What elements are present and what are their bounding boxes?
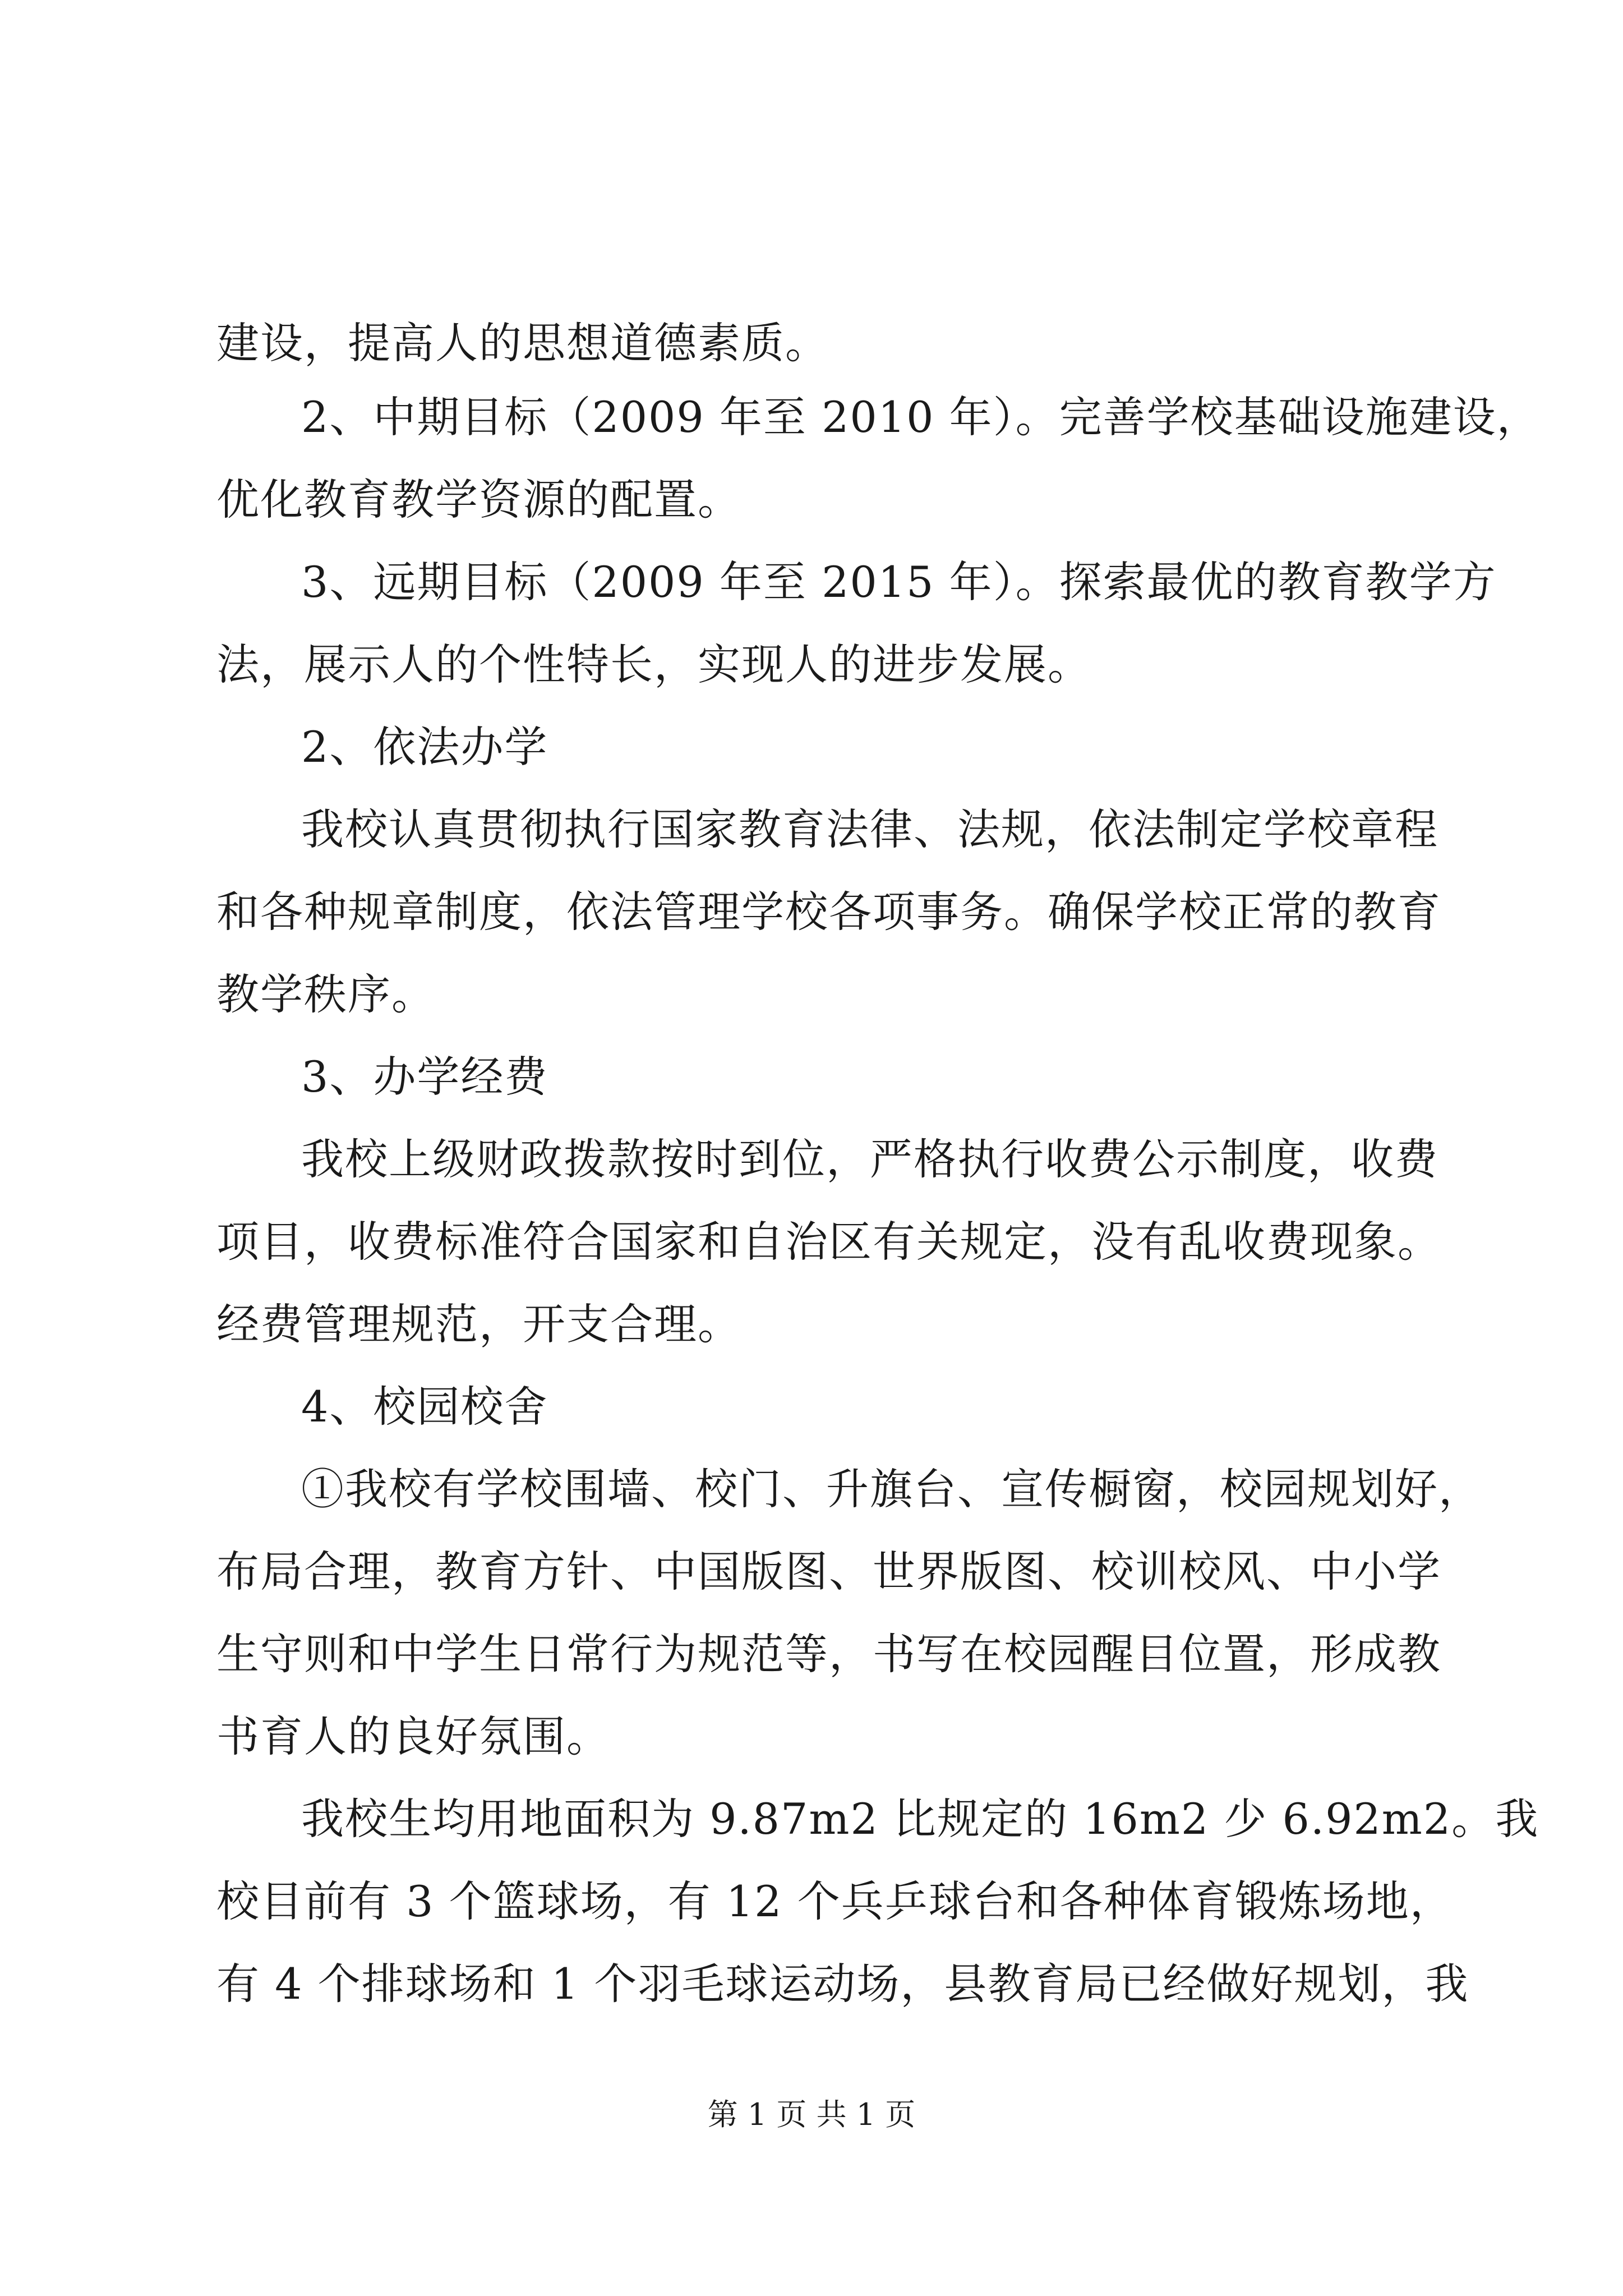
text-line: 2、中期目标（2009 年至 2010 年）。完善学校基础设施建设， <box>301 392 1541 442</box>
text-line: ①我校有学校围墙、校门、升旗台、宣传橱窗，校园规划好， <box>301 1464 1482 1514</box>
text-line: 建设，提高人的思想道德素质。 <box>216 318 829 368</box>
text-line: 书育人的良好氛围。 <box>216 1711 610 1761</box>
section-heading: 4、校园校舍 <box>301 1382 548 1432</box>
text-line: 我校生均用地面积为 9.87m2 比规定的 16m2 少 6.92m2。我 <box>301 1794 1539 1844</box>
text-line: 法，展示人的个性特长，实现人的进步发展。 <box>216 639 1091 689</box>
text-line: 教学秩序。 <box>216 969 435 1019</box>
text-line: 和各种规章制度，依法管理学校各项事务。确保学校正常的教育 <box>216 887 1441 937</box>
text-line: 有 4 个排球场和 1 个羽毛球运动场，县教育局已经做好规划，我 <box>216 1959 1469 2009</box>
text-line: 优化教育教学资源的配置。 <box>216 475 741 524</box>
section-heading: 3、办学经费 <box>301 1052 548 1102</box>
text-line: 经费管理规范，开支合理。 <box>216 1299 741 1349</box>
section-heading: 2、依法办学 <box>301 722 548 772</box>
text-line: 项目，收费标准符合国家和自治区有关规定，没有乱收费现象。 <box>216 1217 1441 1267</box>
text-line: 我校认真贯彻执行国家教育法律、法规，依法制定学校章程 <box>301 804 1438 854</box>
text-line: 3、远期目标（2009 年至 2015 年）。探索最优的教育教学方 <box>301 557 1497 607</box>
text-line: 布局合理，教育方针、中国版图、世界版图、校训校风、中小学 <box>216 1547 1441 1596</box>
text-line: 校目前有 3 个篮球场，有 12 个兵乒球台和各种体育锻炼场地， <box>216 1876 1454 1926</box>
page-number-footer: 第 1 页 共 1 页 <box>707 2097 916 2132</box>
text-line: 生守则和中学生日常行为规范等，书写在校园醒目位置，形成教 <box>216 1629 1441 1679</box>
text-line: 我校上级财政拨款按时到位，严格执行收费公示制度，收费 <box>301 1134 1438 1184</box>
